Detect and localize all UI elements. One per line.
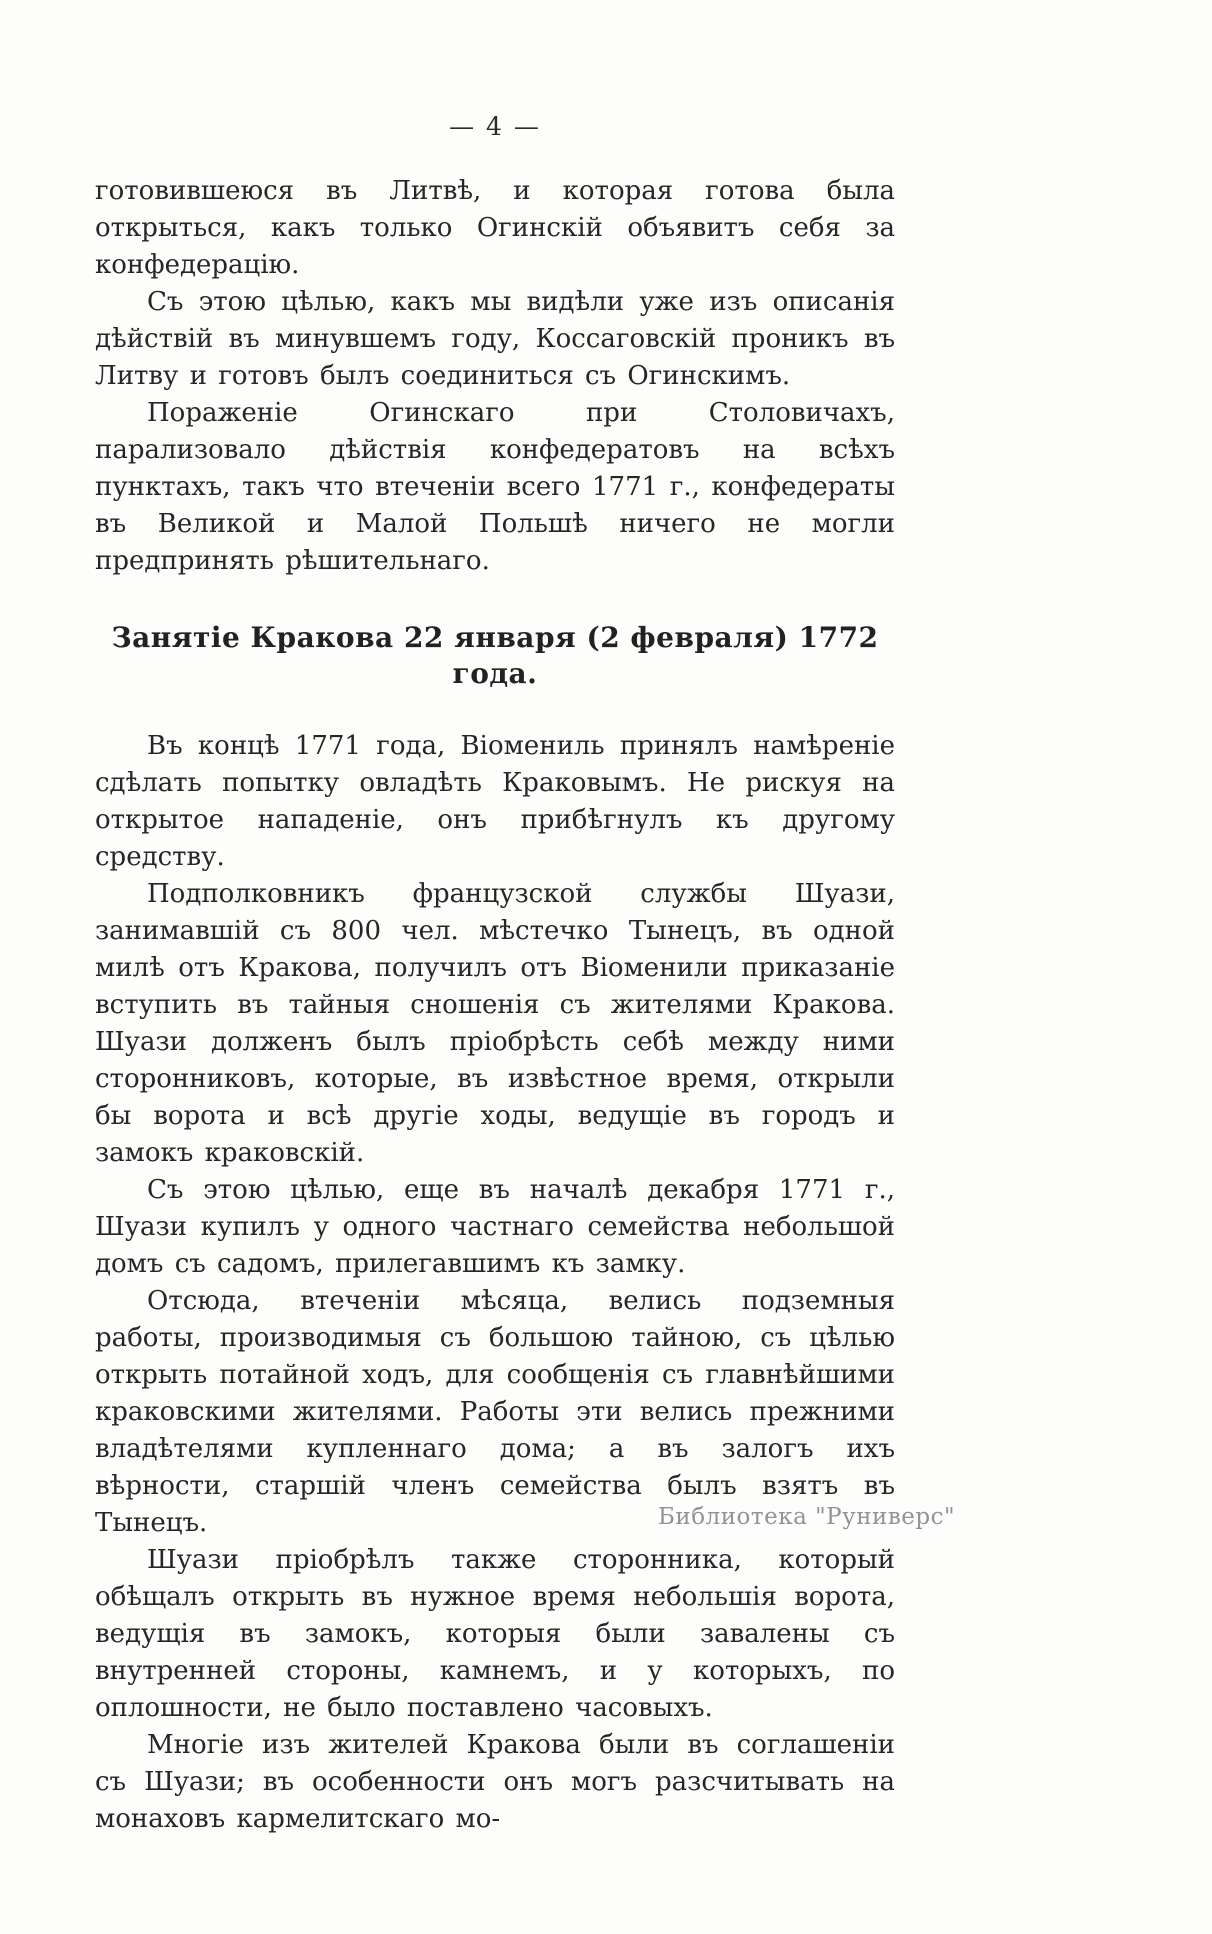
library-watermark: Библиотека "Руниверс" — [658, 1504, 956, 1530]
paragraph: Шуази пріобрѣлъ также сторонника, который обѣщалъ открыть въ нужное время небольшія ворота, ведущія въ замокъ, которыя были завалены съ внутренней стороны, камнемъ, и у которыхъ, по оплошности, не было поставлено часовыхъ. — [95, 1545, 895, 1723]
paragraph: Съ этою цѣлью, еще въ началѣ декабря 1771 г., Шуази купилъ у одного частнаго семейства небольшой домъ съ садомъ, прилегавшимъ къ замку. — [95, 1175, 895, 1279]
paragraph: Подполковникъ французской службы Шуази, занимавшій съ 800 чел. мѣстечко Тынецъ, въ одной милѣ отъ Кракова, получилъ отъ Віоменили приказаніе вступить въ тайныя сношенія съ жителями Кракова. Шуази долженъ былъ пріобрѣсть себѣ между ними сторонниковъ, которые, въ извѣстное время, открыли бы ворота и всѣ другіе ходы, ведущіе въ городъ и замокъ краковскій. — [95, 879, 895, 1168]
paragraph: Отсюда, втеченіи мѣсяца, велись подземныя работы, производимыя съ большою тайною, съ цѣлью открыть потайной ходъ, для сообщенія съ главнѣйшими краковскими жителями. Работы эти велись прежними владѣтелями купленнаго дома; а въ залогъ ихъ вѣрности, старшій членъ семейства былъ взятъ въ Тынецъ. — [95, 1286, 895, 1538]
paragraph: готовившеюся въ Литвѣ, и которая готова была открыться, какъ только Огинскій объявитъ себя за конфедерацію. — [95, 176, 895, 280]
paragraph: Съ этою цѣлью, какъ мы видѣли уже изъ описанія дѣйствій въ минувшемъ году, Коссаговскій проникъ въ Литву и готовъ былъ соединиться съ Огинскимъ. — [95, 287, 895, 391]
section-heading: Занятіе Кракова 22 января (2 февраля) 1772 года. — [111, 621, 879, 690]
paragraph: Въ концѣ 1771 года, Віомениль принялъ намѣреніе сдѣлать попытку овладѣть Краковымъ. Не рискуя на открытое нападеніе, онъ прибѣгнулъ къ другому средству. — [95, 731, 895, 872]
paragraph: Пораженіе Огинскаго при Столовичахъ, парализовало дѣйствія конфедератовъ на всѣхъ пунктахъ, такъ что втеченіи всего 1771 г., конфедераты въ Великой и Малой Польшѣ ничего не могли предпринять рѣшительнаго. — [95, 398, 895, 576]
page-number: — 4 — — [449, 112, 541, 141]
text-block — [95, 112, 895, 1838]
paragraph: Многіе изъ жителей Кракова были въ соглашеніи съ Шуази; въ особенности онъ могъ разсчитывать на монаховъ кармелитскаго мо- — [95, 1730, 895, 1834]
